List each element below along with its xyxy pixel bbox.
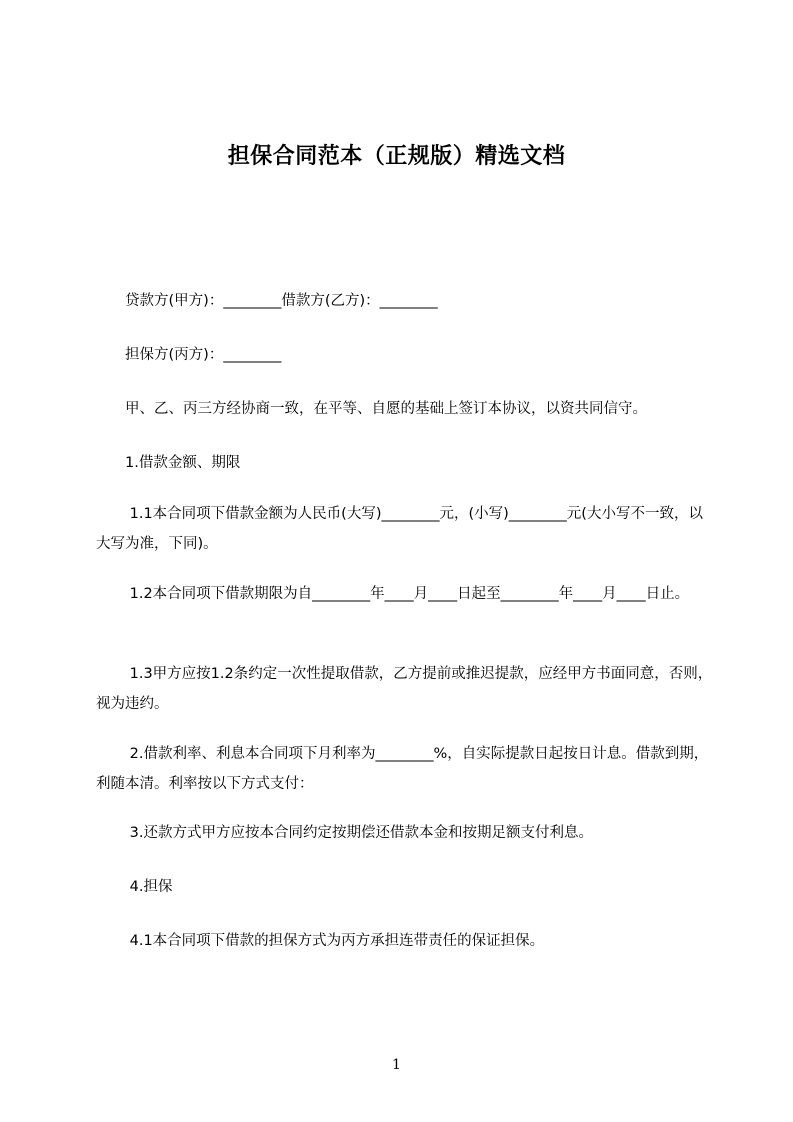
clause-1-3-drawdown: 1.3甲方应按1.2条约定一次性提取借款，乙方提前或推迟提款，应经甲方书面同意，否则，视为违约。 xyxy=(96,666,713,712)
section-heading-guarantee: 4.担保 xyxy=(96,879,173,895)
document-title: 担保合同范本（正规版）精选文档 xyxy=(227,144,566,169)
section-2-interest-rate: 2.借款利率、利息本合同项下月利率为________%，自实际提款日起按日计息。借款到期，利随本清。利率按以下方式支付： xyxy=(96,746,709,792)
paragraph-guarantor: 担保方(丙方)：________ xyxy=(96,347,282,363)
paragraph-agreement-statement: 甲、乙、丙三方经协商一致，在平等、自愿的基础上签订本协议，以资共同信守。 xyxy=(96,401,647,417)
clause-1-1-loan-amount: 1.1本合同项下借款金额为人民币(大写)________元，(小写)________元(大小写不一致，以大写为准，下同)。 xyxy=(96,506,703,552)
clause-1-2-loan-term: 1.2本合同项下借款期限为自________年____月____日起至________年____月____日止。 xyxy=(96,586,690,602)
section-heading-loan-amount-term: 1.借款金额、期限 xyxy=(96,455,241,471)
clause-4-1-guarantee-method: 4.1本合同项下借款的担保方式为丙方承担连带责任的保证担保。 xyxy=(96,933,545,949)
page-number: 1 xyxy=(392,1057,401,1073)
paragraph-parties-lender-borrower: 贷款方(甲方)：________借款方(乙方)：________ xyxy=(96,293,438,309)
section-3-repayment: 3.还款方式甲方应按本合同约定按期偿还借款本金和按期足额支付利息。 xyxy=(96,825,593,841)
